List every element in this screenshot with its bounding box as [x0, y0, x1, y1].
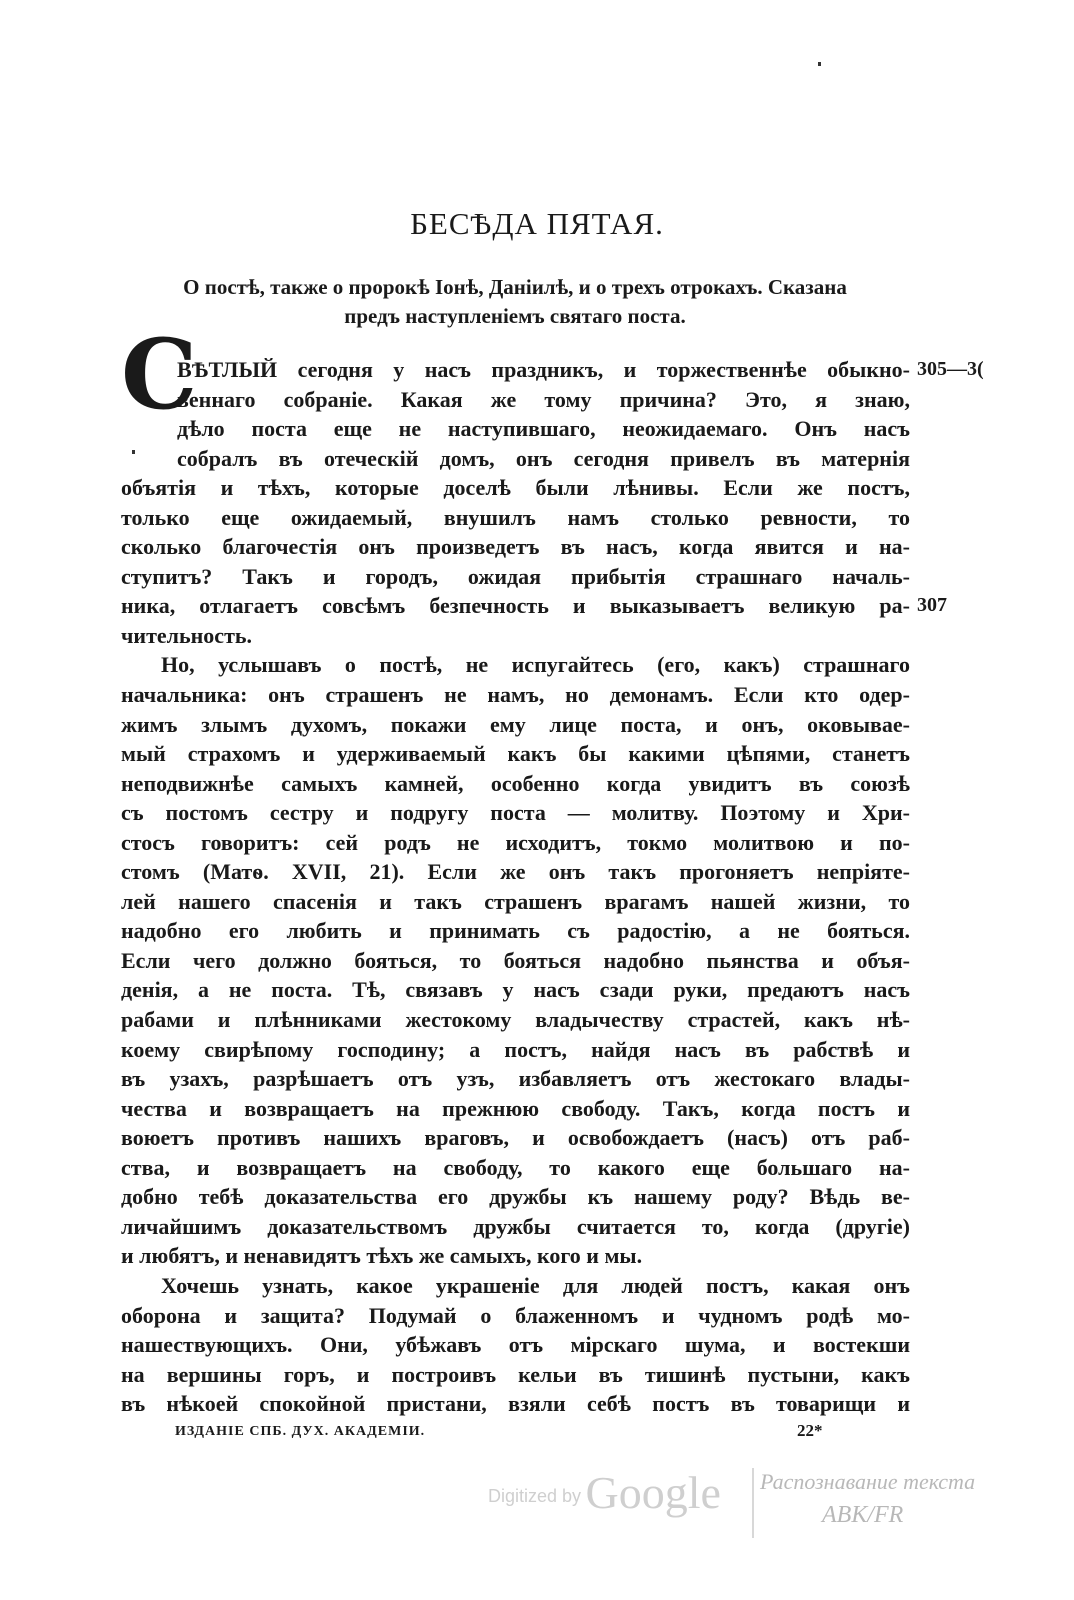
- margin-note: 307: [917, 594, 947, 616]
- drop-cap: С: [121, 318, 198, 431]
- text-line: въ нѣкоей спокойной пристани, взяли себѣ постъ въ товарищи и: [121, 1391, 910, 1417]
- text-line: Но, услышавъ о постѣ, не испугайтесь (его, какъ) страшнаго: [161, 652, 910, 678]
- page-title: БЕСѢДА ПЯТАЯ.: [410, 206, 664, 241]
- text-line: дѣло поста еще не наступившаго, неожидаемаго. Онъ насъ: [177, 416, 910, 442]
- footer-publisher: ИЗДАНІЕ СПБ. ДУХ. АКАДЕМІИ.: [175, 1424, 426, 1439]
- body-text: [121, 355, 910, 1419]
- margin-note: 305—3(: [917, 358, 984, 380]
- text-line: мый страхомъ и удерживаемый какъ бы какими цѣпями, станетъ: [121, 741, 910, 767]
- watermark-digitized-by: Digitized by: [488, 1486, 582, 1506]
- watermark-divider: [752, 1468, 754, 1538]
- text-line: стомъ (Матѳ. XVII, 21). Если же онъ такъ прогоняетъ непріяте-: [121, 859, 910, 885]
- text-line: жимъ злымъ духомъ, покажи ему лице поста, и онъ, оковывае-: [121, 711, 910, 737]
- subtitle-line: предъ наступленіемъ святаго поста.: [344, 304, 686, 328]
- subtitle: [120, 273, 910, 331]
- text-line: стосъ говоритъ: сей родъ не исходитъ, токмо молитвою и по-: [121, 829, 910, 855]
- text-line: добно тебѣ доказательства его дружбы къ нашему роду? Вѣдь ве-: [121, 1184, 910, 1210]
- text-line: неподвижнѣе самыхъ камней, особенно когда увидитъ въ союзѣ: [121, 770, 910, 796]
- text-line: воюетъ противъ нашихъ враговъ, и освобождаетъ (насъ) отъ раб-: [121, 1125, 910, 1151]
- recognition-credit: Распознавание текста: [760, 1469, 976, 1494]
- footer-signature: 22*: [797, 1421, 823, 1440]
- subtitle-line: О постѣ, также о пророкѣ Іонѣ, Даніилѣ, и о трехъ отрокахъ. Сказана: [183, 275, 847, 299]
- google-logo: Google: [585, 1467, 721, 1518]
- text-line: ступитъ? Такъ и городъ, ожидая прибытія страшнаго началь-: [121, 563, 910, 589]
- text-line: только еще ожидаемый, внушилъ намъ столько ревности, то: [121, 504, 910, 530]
- text-line: въ узахъ, разрѣшаетъ отъ узъ, избавляетъ отъ жестокаго влады-: [121, 1066, 910, 1092]
- text-line: Если чего должно бояться, то бояться надобно пьянства и объя-: [121, 947, 910, 973]
- scan-speck: [818, 62, 821, 66]
- text-line: на вершины горъ, и построивъ кельи въ тишинѣ пустыни, какъ: [121, 1361, 910, 1387]
- text-line: ВѢТЛЫЙ сегодня у насъ праздникъ, и торжественнѣе обыкно-: [177, 357, 910, 382]
- text-line: надобно его любить и принимать съ радостію, а не бояться.: [121, 918, 910, 944]
- text-line: начальника: онъ страшенъ не намъ, но демонамъ. Если кто одер-: [121, 682, 910, 708]
- text-line: веннаго собраніе. Какая же тому причина? Это, я знаю,: [177, 386, 910, 412]
- text-line: денія, а не поста. Тѣ, связавъ у насъ сзади руки, предаютъ насъ: [121, 977, 910, 1003]
- text-line: коему свирѣпому господину; а постъ, найдя насъ въ рабствѣ и: [121, 1036, 910, 1062]
- recognition-credit-initials: ABK/FR: [822, 1502, 904, 1528]
- text-line: собралъ въ отеческій домъ, онъ сегодня привелъ въ матернія: [177, 445, 910, 471]
- text-line: ства, и возвращаетъ на свободу, то какого еще большаго на-: [121, 1154, 910, 1180]
- text-line: личайшимъ доказательствомъ дружбы считается то, когда (другіе): [121, 1213, 910, 1239]
- text-line: Хочешь узнать, какое украшеніе для людей постъ, какая онъ: [161, 1272, 910, 1298]
- text-line: сколько благочестія онъ произведетъ въ насъ, когда явится и на-: [121, 534, 910, 560]
- text-line: рабами и плѣнниками жестокому владычеству страстей, какъ нѣ-: [121, 1007, 910, 1033]
- text-line: съ постомъ сестру и подругу поста — молитву. Поэтому и Хри-: [121, 800, 910, 826]
- text-line: чества и возвращаетъ на прежнюю свободу. Такъ, когда постъ и: [121, 1095, 910, 1121]
- text-line: оборона и защита? Подумай о блаженномъ и чудномъ родѣ мо-: [121, 1302, 910, 1328]
- scan-speck: [132, 450, 135, 454]
- google-watermark: [488, 1466, 721, 1519]
- text-line: объятія и тѣхъ, которые доселѣ были лѣнивы. Если же постъ,: [121, 475, 910, 501]
- text-line: лей нашего спасенія и такъ страшенъ врагамъ нашей жизни, то: [121, 888, 910, 914]
- text-line: и любятъ, и ненавидятъ тѣхъ же самыхъ, кого и мы.: [121, 1243, 643, 1269]
- text-line: нашествующихъ. Они, убѣжавъ отъ мірскаго шума, и востекши: [121, 1332, 910, 1358]
- text-line: ника, отлагаетъ совсѣмъ безпечность и выказываетъ великую ра-: [121, 593, 910, 619]
- text-line: чительность.: [121, 622, 253, 648]
